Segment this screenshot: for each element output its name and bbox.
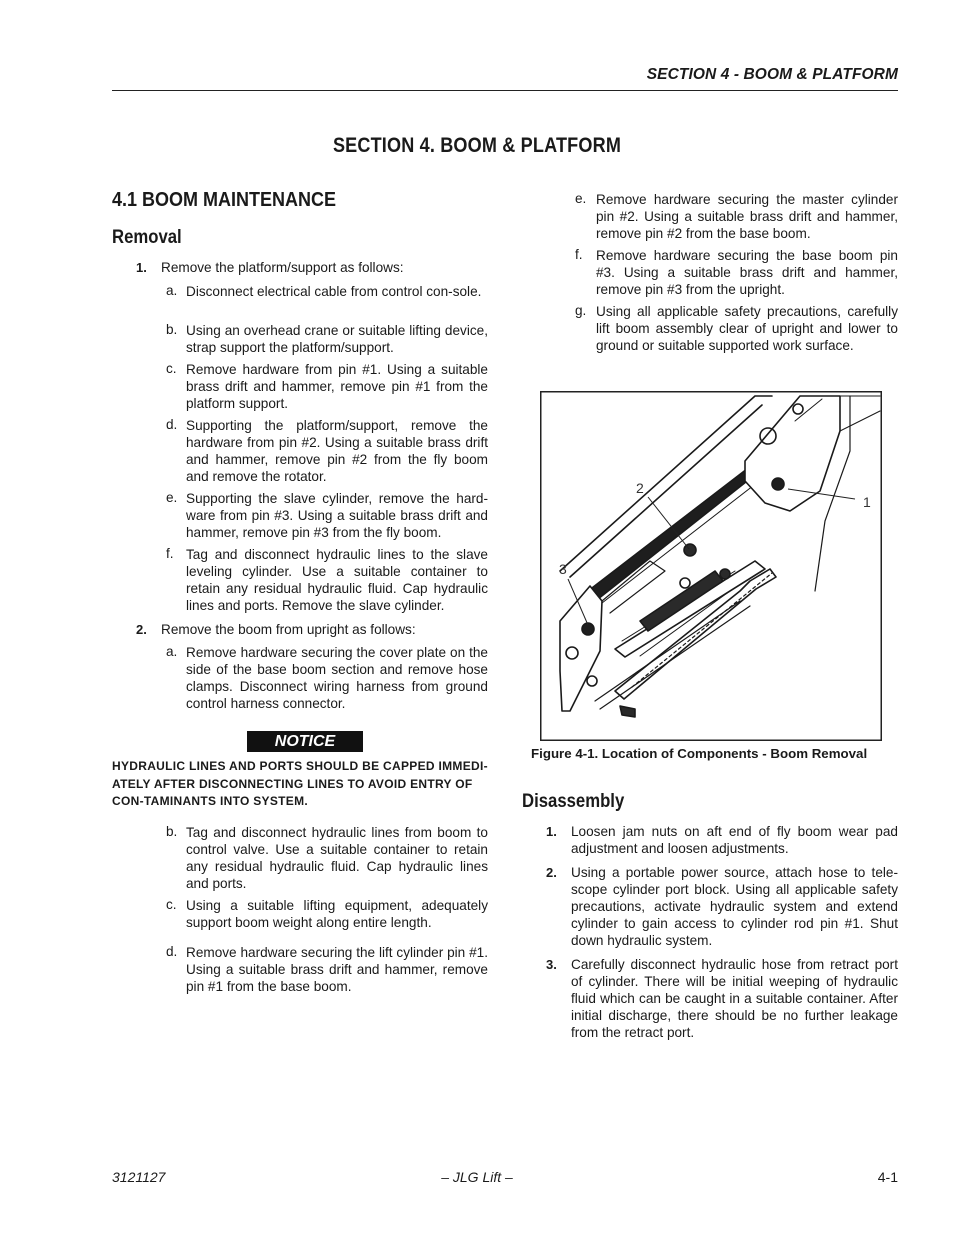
- callout-1: 1: [863, 494, 871, 510]
- section-heading-boom-maintenance: 4.1 BOOM MAINTENANCE: [112, 189, 337, 211]
- item-letter: b.: [166, 824, 178, 839]
- figure-caption: Figure 4-1. Location of Components - Boom Removal: [531, 746, 868, 761]
- step-number: 1.: [546, 824, 557, 839]
- subheading-removal: Removal: [112, 227, 182, 248]
- item-text: Tag and disconnect hydraulic lines to the slave leveling cylinder. Use a suitable container to retain any residual hydraulic fluid. Cap hydraulic lines and ports. Remove the slave cylinder.: [186, 547, 488, 613]
- item-text: Using all applicable safety precautions, carefully lift boom assembly clear of upright and lower to ground or suitable supported work surface.: [596, 304, 898, 353]
- step-text: Carefully disconnect hydraulic hose from retract port of cylinder. There will be initial weeping of hydraulic fluid which can be caught in a suitable container. After initial discharge, there should be no further leakage from the retract port.: [571, 957, 898, 1040]
- item-text: Using a suitable lifting equipment, adequately support boom weight along entire length.: [186, 898, 488, 930]
- boom-removal-figure: [540, 391, 882, 741]
- step-number: 2.: [136, 622, 147, 637]
- step-text: Using a portable power source, attach hose to tele-scope cylinder port block. Using all applicable safety precautions, activate hydraulic system and extend cylinder to gain access to cylinder rod pin #1. Shut down hydraulic system.: [571, 865, 898, 948]
- item-letter: g.: [575, 303, 587, 318]
- header-rule: [112, 90, 898, 91]
- item-text: Disconnect electrical cable from control con-sole.: [186, 284, 482, 299]
- item-letter: d.: [166, 417, 178, 432]
- item-letter: f.: [575, 247, 583, 262]
- step-number: 2.: [546, 865, 557, 880]
- callout-2: 2: [636, 480, 644, 496]
- notice-label: NOTICE: [247, 731, 363, 752]
- item-text: Tag and disconnect hydraulic lines from boom to control valve. Use a suitable container to retain any residual hydraulic fluid. Cap hydraulic lines and ports.: [186, 825, 488, 891]
- running-header: SECTION 4 - BOOM & PLATFORM: [646, 66, 898, 83]
- item-letter: e.: [575, 191, 587, 206]
- page-title: SECTION 4. BOOM & PLATFORM: [332, 134, 622, 157]
- item-text: Remove hardware securing the cover plate on the side of the base boom section and remove hose clamps. Disconnect wiring harness from ground control harness connector.: [186, 645, 488, 711]
- item-text: Supporting the platform/support, remove the hardware from pin #2. Using a suitable brass drift and hammer, remove pin #2 from the fly boom and remove the rotator.: [186, 418, 488, 484]
- item-text: Remove hardware securing the base boom pin #3. Using a suitable brass drift and hammer, remove pin #3 from the upright.: [596, 248, 898, 297]
- step-number: 3.: [546, 957, 557, 972]
- subheading-disassembly: Disassembly: [522, 791, 625, 812]
- item-letter: d.: [166, 944, 178, 959]
- item-text: Remove hardware from pin #1. Using a suitable brass drift and hammer, remove pin #1 from the platform support.: [186, 362, 488, 411]
- item-letter: f.: [166, 546, 174, 561]
- item-letter: b.: [166, 322, 178, 337]
- item-letter: c.: [166, 897, 177, 912]
- notice-text: HYDRAULIC LINES AND PORTS SHOULD BE CAPPED IMMEDI-ATELY AFTER DISCONNECTING LINES TO AVOID ENTRY OF CON-TAMINANTS INTO SYSTEM.: [112, 759, 488, 808]
- footer-doc-number: 3121127: [112, 1169, 166, 1185]
- item-letter: a.: [166, 283, 178, 298]
- step-text: Remove the platform/support as follows:: [161, 260, 404, 275]
- callout-3: 3: [559, 561, 567, 577]
- item-letter: e.: [166, 490, 178, 505]
- item-text: Supporting the slave cylinder, remove the hard-ware from pin #3. Using a suitable brass drift and hammer, remove pin #3 from the fly boom.: [186, 491, 488, 540]
- item-text: Remove hardware securing the master cylinder pin #2. Using a suitable brass drift and hammer, remove pin #2 from the base boom.: [596, 192, 898, 241]
- step-text: Remove the boom from upright as follows:: [161, 622, 416, 637]
- step-text: Loosen jam nuts on aft end of fly boom wear pad adjustment and loosen adjustments.: [571, 824, 898, 856]
- item-text: Remove hardware securing the lift cylinder pin #1. Using a suitable brass drift and hammer, remove pin #1 from the base boom.: [186, 945, 488, 994]
- item-text: Using an overhead crane or suitable lifting device, strap support the platform/support.: [186, 323, 488, 355]
- footer-center: – JLG Lift –: [441, 1169, 513, 1185]
- item-letter: c.: [166, 361, 177, 376]
- footer-page-number: 4-1: [877, 1169, 898, 1185]
- step-number: 1.: [136, 260, 147, 275]
- item-letter: a.: [166, 644, 178, 659]
